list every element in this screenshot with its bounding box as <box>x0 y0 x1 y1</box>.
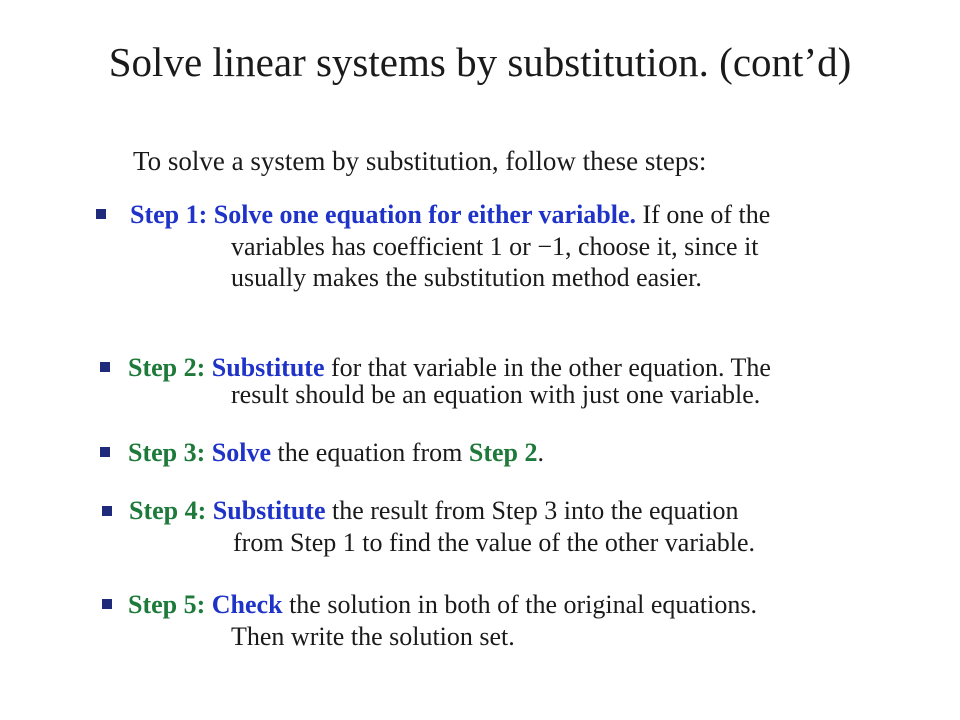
step-3-label: Step 3: <box>128 438 212 467</box>
step-1 <box>130 199 770 230</box>
step-5-line-2: Then write the solution set. <box>231 622 515 651</box>
step-2-highlight: Substitute <box>211 353 325 382</box>
intro-text: To solve a system by substitution, follow these steps: <box>133 146 707 176</box>
step-4 <box>129 495 739 526</box>
bullet-icon <box>100 362 110 372</box>
step-1-rest: If one of the <box>636 200 771 229</box>
step-3-end: . <box>537 438 544 467</box>
step-2-line-2: result should be an equation with just one variable. <box>231 380 761 409</box>
step-4-label: Step 4: <box>129 496 213 525</box>
step-4-highlight: Substitute <box>212 496 326 525</box>
step-5-highlight: Check <box>211 590 283 619</box>
slide-title: Solve linear systems by substitution. (cont’d) <box>108 39 852 85</box>
step-3-ref: Step 2 <box>468 438 538 467</box>
step-5-rest: the solution in both of the original equations. <box>282 590 757 619</box>
step-2-rest: for that variable in the other equation. The <box>324 353 771 382</box>
step-5 <box>128 589 757 620</box>
step-5-label: Step 5: <box>128 590 212 619</box>
step-1-label: Step 1: <box>130 200 214 229</box>
bullet-icon <box>102 506 112 516</box>
bullet-icon <box>100 447 110 457</box>
step-1-highlight: Solve one equation for either variable. <box>213 200 637 229</box>
step-1-line-2: variables has coefficient 1 or −1, choose it, since it <box>231 232 759 261</box>
step-3 <box>128 437 544 468</box>
step-2-label: Step 2: <box>128 353 212 382</box>
bullet-icon <box>96 209 106 219</box>
step-4-rest: the result from Step 3 into the equation <box>325 496 739 525</box>
step-3-rest: the equation from <box>271 438 469 467</box>
step-3-highlight: Solve <box>211 438 272 467</box>
step-1-line-3: usually makes the substitution method easier. <box>231 263 702 292</box>
bullet-icon <box>102 599 112 609</box>
step-4-line-2: from Step 1 to find the value of the other variable. <box>233 528 756 557</box>
